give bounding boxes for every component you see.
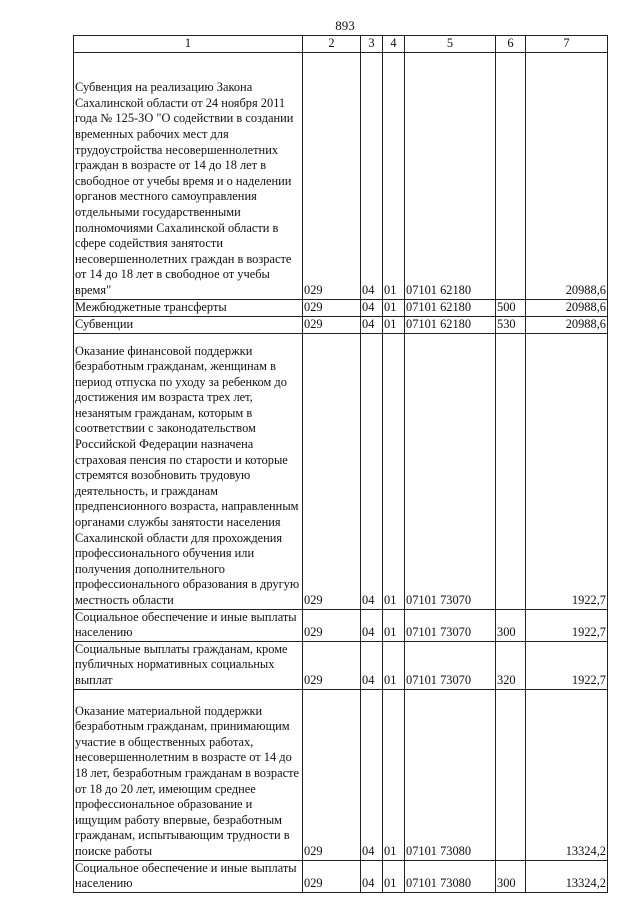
section-code: 04 bbox=[361, 860, 383, 892]
ministry-code: 029 bbox=[303, 860, 361, 892]
column-header: 1 bbox=[74, 36, 303, 53]
table-row bbox=[74, 609, 608, 641]
expense-type-code bbox=[496, 333, 526, 609]
ministry-code: 029 bbox=[303, 52, 361, 299]
amount: 1922,7 bbox=[526, 333, 608, 609]
table-row bbox=[74, 52, 608, 299]
table-row bbox=[74, 689, 608, 860]
ministry-code: 029 bbox=[303, 689, 361, 860]
subsection-code: 01 bbox=[383, 52, 405, 299]
subsection-code: 01 bbox=[383, 860, 405, 892]
amount: 1922,7 bbox=[526, 609, 608, 641]
amount: 20988,6 bbox=[526, 52, 608, 299]
column-header: 4 bbox=[383, 36, 405, 53]
ministry-code: 029 bbox=[303, 333, 361, 609]
ministry-code: 029 bbox=[303, 316, 361, 333]
expense-type-code: 530 bbox=[496, 316, 526, 333]
ministry-code: 029 bbox=[303, 299, 361, 316]
expense-type-code: 320 bbox=[496, 641, 526, 689]
expense-name: Субвенция на реализацию Закона Сахалинской области от 24 ноября 2011 года № 125-ЗО "О содействии в создании временных рабочих мест для трудоустройства несовершеннолетних граждан в возрасте от 14 до 18 лет в свободное от учебы время и о наделении органов местного самоуправления отдельными государственными полномочиями Сахалинской области в сфере содействия занятости несовершеннолетних граждан в возрасте от 14 до 18 лет в свободное от учебы время" bbox=[74, 52, 303, 299]
expense-name: Субвенции bbox=[74, 316, 303, 333]
column-header: 6 bbox=[496, 36, 526, 53]
subsection-code: 01 bbox=[383, 333, 405, 609]
expense-type-code bbox=[496, 52, 526, 299]
target-item-code: 07101 73070 bbox=[405, 609, 496, 641]
page-number: 893 bbox=[335, 18, 355, 33]
table-row bbox=[74, 641, 608, 689]
expense-name: Социальное обеспечение и иные выплаты населению bbox=[74, 609, 303, 641]
budget-table bbox=[73, 35, 608, 893]
amount: 13324,2 bbox=[526, 860, 608, 892]
expense-name: Межбюджетные трансферты bbox=[74, 299, 303, 316]
expense-type-code bbox=[496, 689, 526, 860]
amount: 13324,2 bbox=[526, 689, 608, 860]
subsection-code: 01 bbox=[383, 689, 405, 860]
table-row bbox=[74, 333, 608, 609]
subsection-code: 01 bbox=[383, 641, 405, 689]
amount: 1922,7 bbox=[526, 641, 608, 689]
expense-name: Оказание материальной поддержки безработным гражданам, принимающим участие в общественных работах, несовершеннолетним в возрасте от 14 до 18 лет, безработным гражданам в возрасте от 18 до 20 лет, имеющим среднее профессиональное образование и ищущим работу впервые, безработным гражданам, испытывающим трудности в поиске работы bbox=[74, 689, 303, 860]
subsection-code: 01 bbox=[383, 299, 405, 316]
target-item-code: 07101 62180 bbox=[405, 299, 496, 316]
column-header: 7 bbox=[526, 36, 608, 53]
expense-name: Оказание финансовой поддержки безработным гражданам, женщинам в период отпуска по уходу за ребенком до достижения им возраста трех лет, незанятым гражданам, которым в соответствии с законодательством Российской Федерации назначена страховая пенсия по старости и которые стремятся возобновить трудовую деятельность, и гражданам предпенсионного возраста, направленным органами службы занятости населения Сахалинской области для прохождения профессионального обучения или получения дополнительного профессионального образования в другую местность области bbox=[74, 333, 303, 609]
subsection-code: 01 bbox=[383, 316, 405, 333]
target-item-code: 07101 73080 bbox=[405, 689, 496, 860]
expense-name: Социальные выплаты гражданам, кроме публичных нормативных социальных выплат bbox=[74, 641, 303, 689]
expense-type-code: 500 bbox=[496, 299, 526, 316]
section-code: 04 bbox=[361, 641, 383, 689]
subsection-code: 01 bbox=[383, 609, 405, 641]
ministry-code: 029 bbox=[303, 609, 361, 641]
table-row bbox=[74, 316, 608, 333]
expense-type-code: 300 bbox=[496, 860, 526, 892]
column-header: 2 bbox=[303, 36, 361, 53]
expense-type-code: 300 bbox=[496, 609, 526, 641]
expense-name: Социальное обеспечение и иные выплаты населению bbox=[74, 860, 303, 892]
target-item-code: 07101 62180 bbox=[405, 52, 496, 299]
section-code: 04 bbox=[361, 689, 383, 860]
section-code: 04 bbox=[361, 52, 383, 299]
table-row bbox=[74, 299, 608, 316]
target-item-code: 07101 73080 bbox=[405, 860, 496, 892]
table-row bbox=[74, 860, 608, 892]
section-code: 04 bbox=[361, 333, 383, 609]
target-item-code: 07101 73070 bbox=[405, 333, 496, 609]
target-item-code: 07101 62180 bbox=[405, 316, 496, 333]
target-item-code: 07101 73070 bbox=[405, 641, 496, 689]
section-code: 04 bbox=[361, 316, 383, 333]
ministry-code: 029 bbox=[303, 641, 361, 689]
header-row bbox=[74, 36, 608, 53]
column-header: 5 bbox=[405, 36, 496, 53]
amount: 20988,6 bbox=[526, 299, 608, 316]
amount: 20988,6 bbox=[526, 316, 608, 333]
section-code: 04 bbox=[361, 609, 383, 641]
column-header: 3 bbox=[361, 36, 383, 53]
section-code: 04 bbox=[361, 299, 383, 316]
